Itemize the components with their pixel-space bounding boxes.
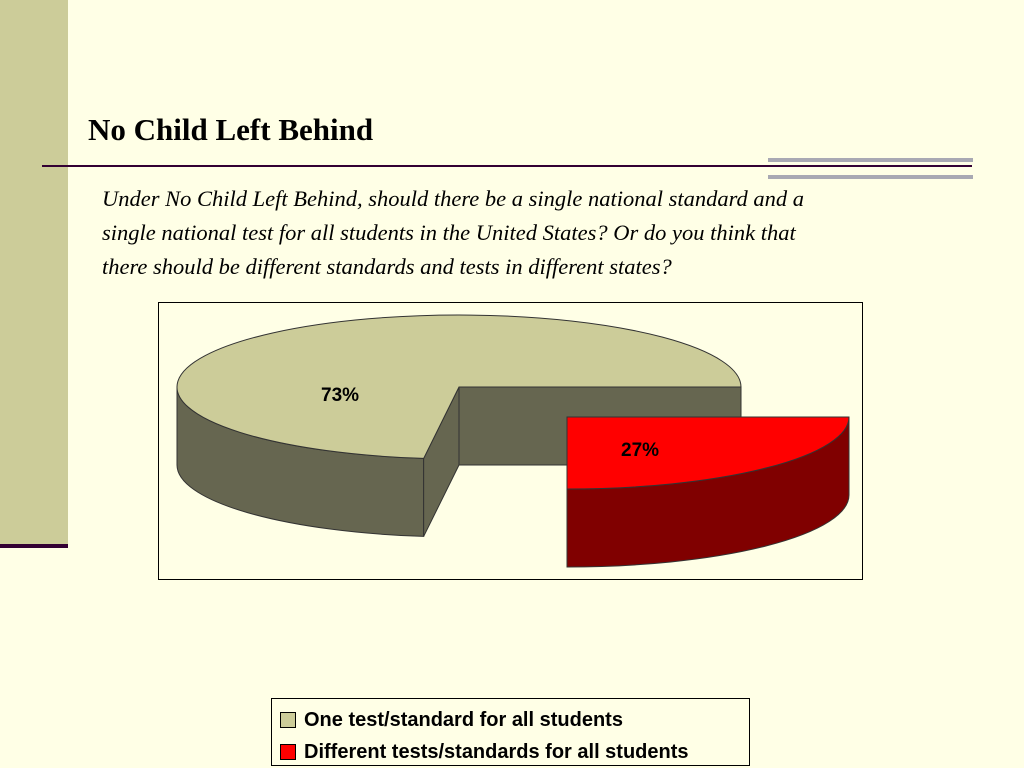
side-decoration-line xyxy=(0,544,68,548)
legend-swatch-one-test xyxy=(280,712,296,728)
data-label-one-test: 73% xyxy=(321,385,360,406)
legend-item-one-test xyxy=(280,704,749,736)
pie-chart-frame xyxy=(158,302,863,580)
pie-chart xyxy=(159,303,864,581)
slide-title: No Child Left Behind xyxy=(88,112,374,147)
side-decoration-bar xyxy=(0,0,68,546)
survey-question: Under No Child Left Behind, should there be a single national standard and a single national test for all students in the United States? Or do you think that there should be different standards and tests in different states? xyxy=(102,186,805,279)
legend-label-different-tests: Different tests/standards for all students xyxy=(304,740,689,763)
accent-stripe-bottom xyxy=(768,175,973,179)
data-label-different-tests: 27% xyxy=(621,440,660,461)
title-divider xyxy=(42,165,972,167)
legend-swatch-different-tests xyxy=(280,744,296,760)
legend-label-one-test: One test/standard for all students xyxy=(304,708,623,731)
accent-stripe-top xyxy=(768,158,973,162)
chart-legend xyxy=(271,698,750,766)
legend-item-different-tests xyxy=(280,736,749,768)
